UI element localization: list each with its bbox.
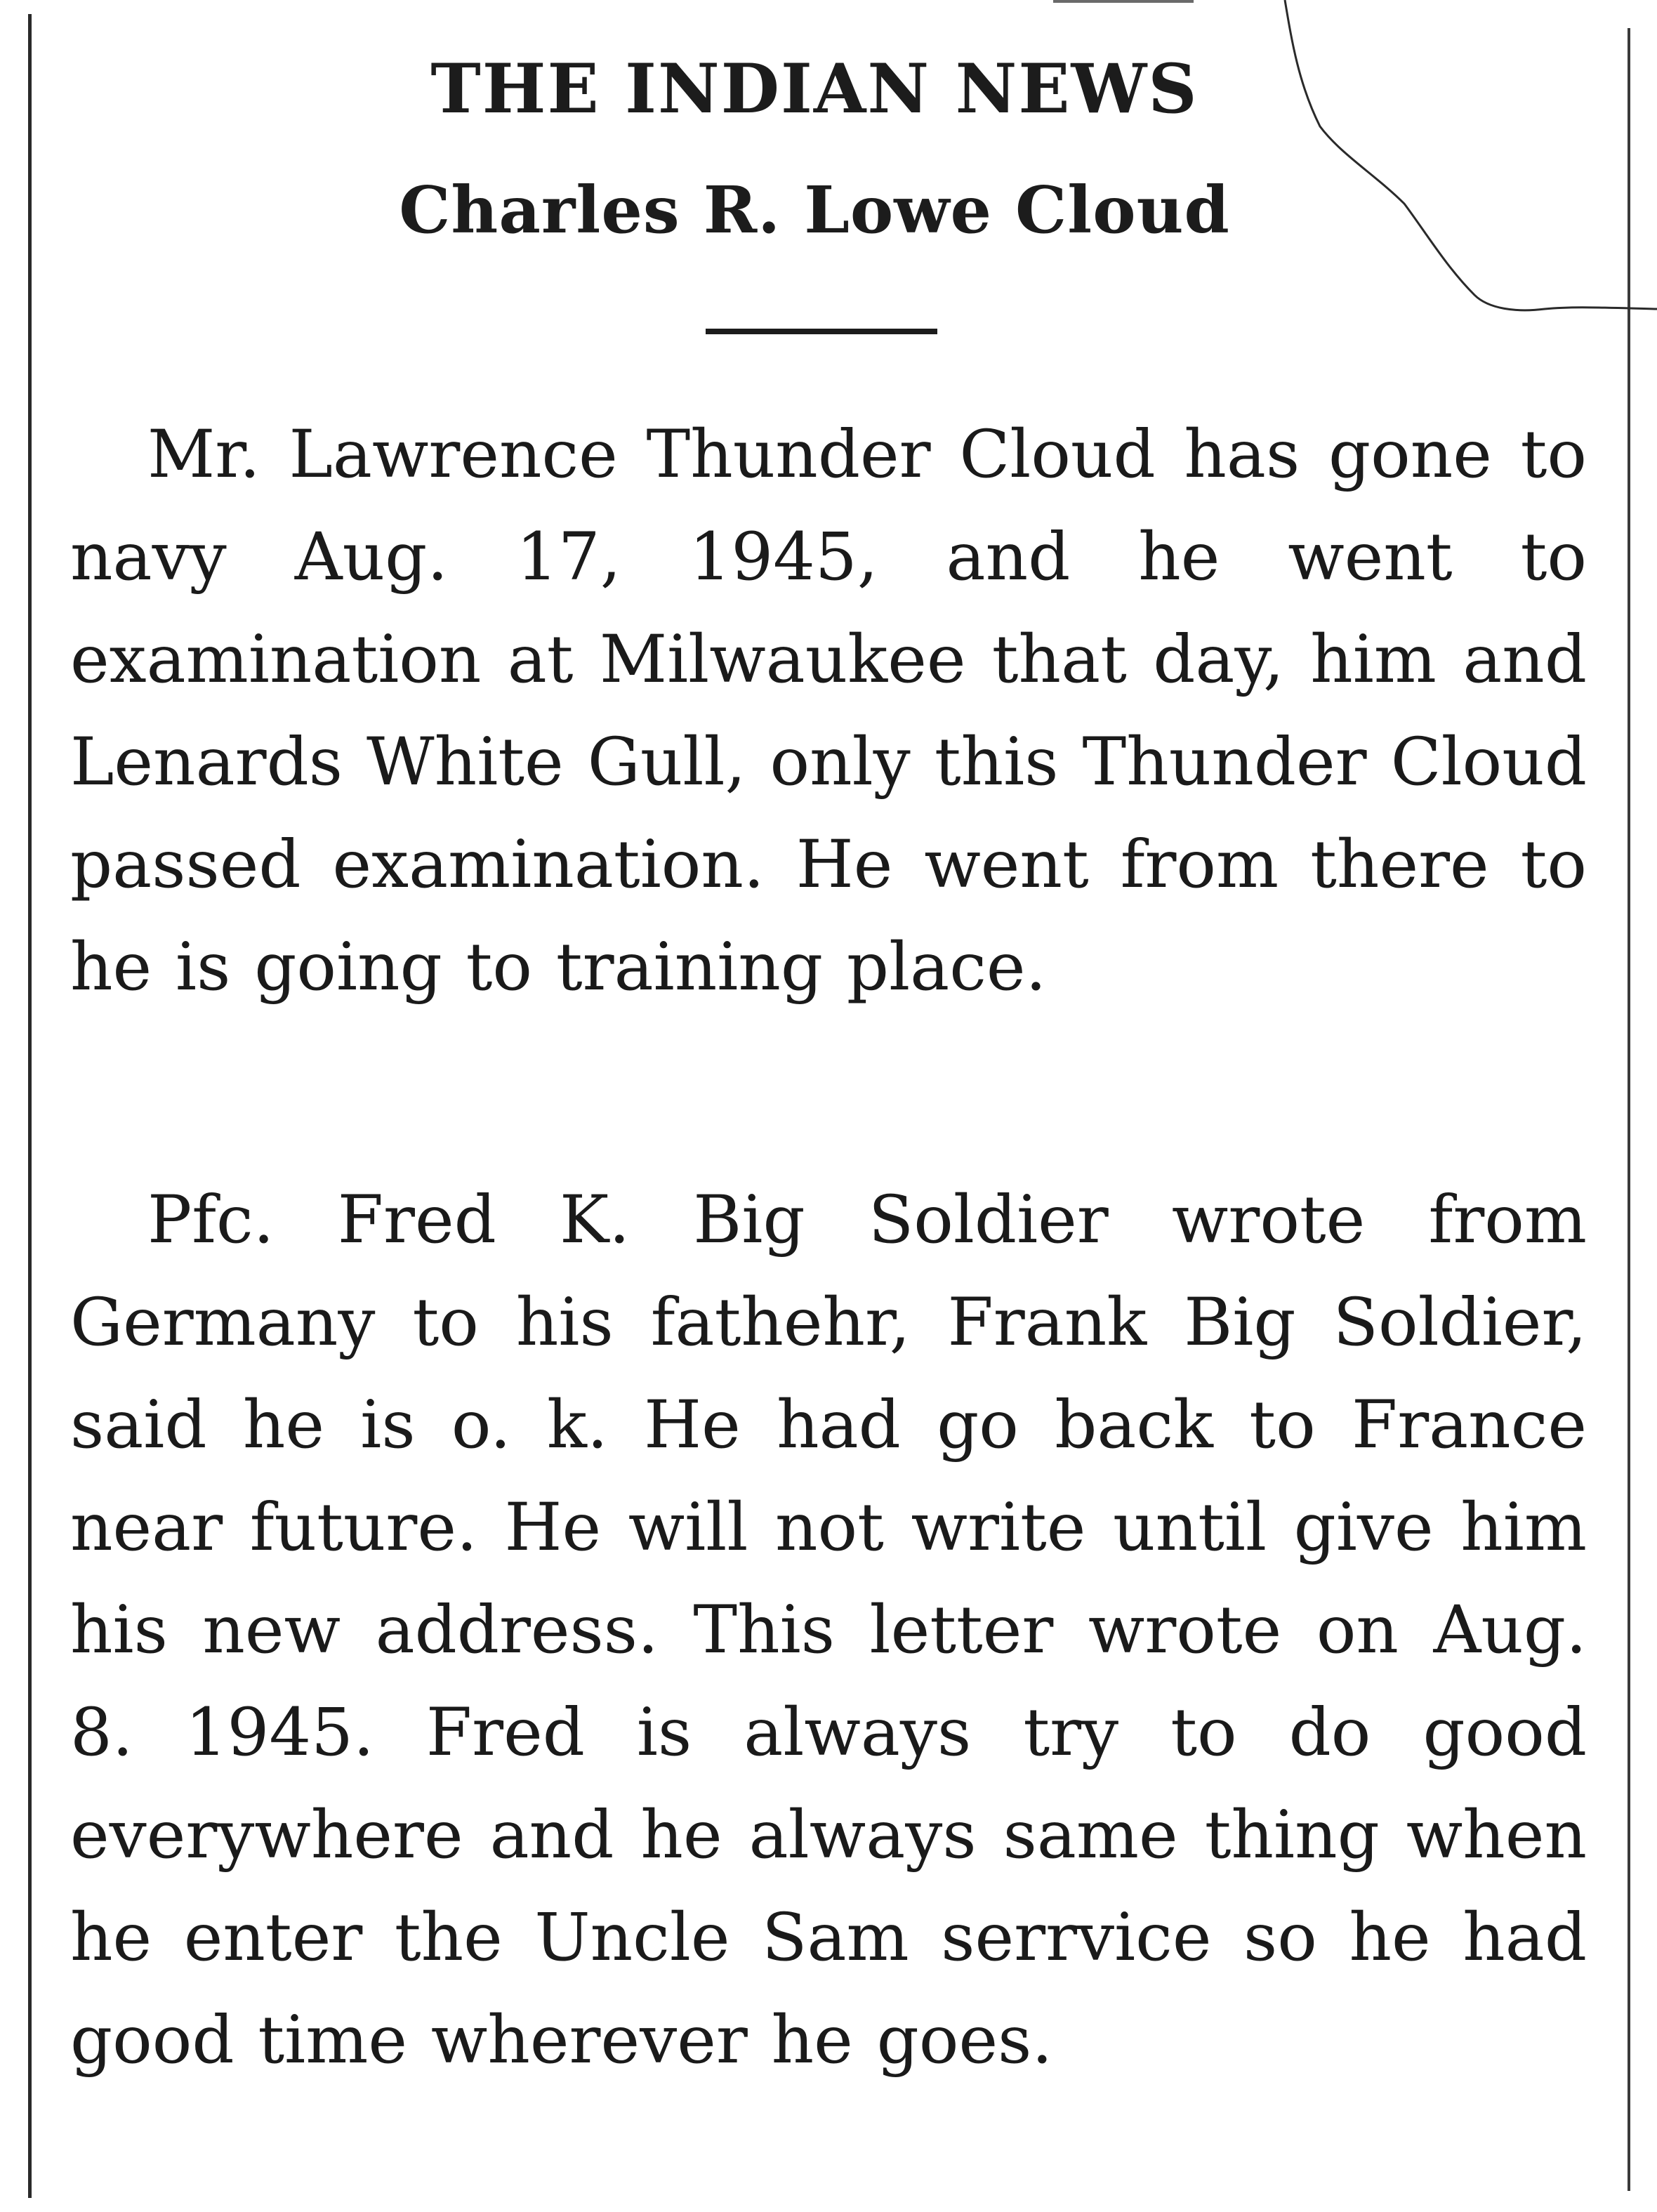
article-title: THE INDIAN NEWS bbox=[430, 49, 1199, 129]
article-byline: Charles R. Lowe Cloud bbox=[399, 172, 1230, 248]
article-paragraph: Pfc. Fred K. Big Soldier wrote from Germany to his fathehr, Frank Big Soldier, said he is o. k. He had go back to France near future. He will not write until give him his new address. This letter wrote on Aug. 8. 1945. Fred is always try to do good everywhere and he always same thing when he enter the Uncle Sam serrvice so he had good time wherever he goes. bbox=[70, 1182, 1587, 2079]
left-column-rule bbox=[28, 14, 32, 2198]
article-paragraph: Mr. Lawrence Thunder Cloud has gone to navy Aug. 17, 1945, and he went to examination at Milwaukee that day, him and Lenards White Gull, only this Thunder Cloud passed examination. He went from there to he is going to training place. bbox=[70, 416, 1587, 1006]
right-column-rule bbox=[1628, 28, 1630, 2191]
top-edge-line bbox=[1053, 0, 1194, 3]
torn-paper-edge bbox=[1278, 0, 1657, 323]
headline-divider bbox=[706, 329, 937, 334]
